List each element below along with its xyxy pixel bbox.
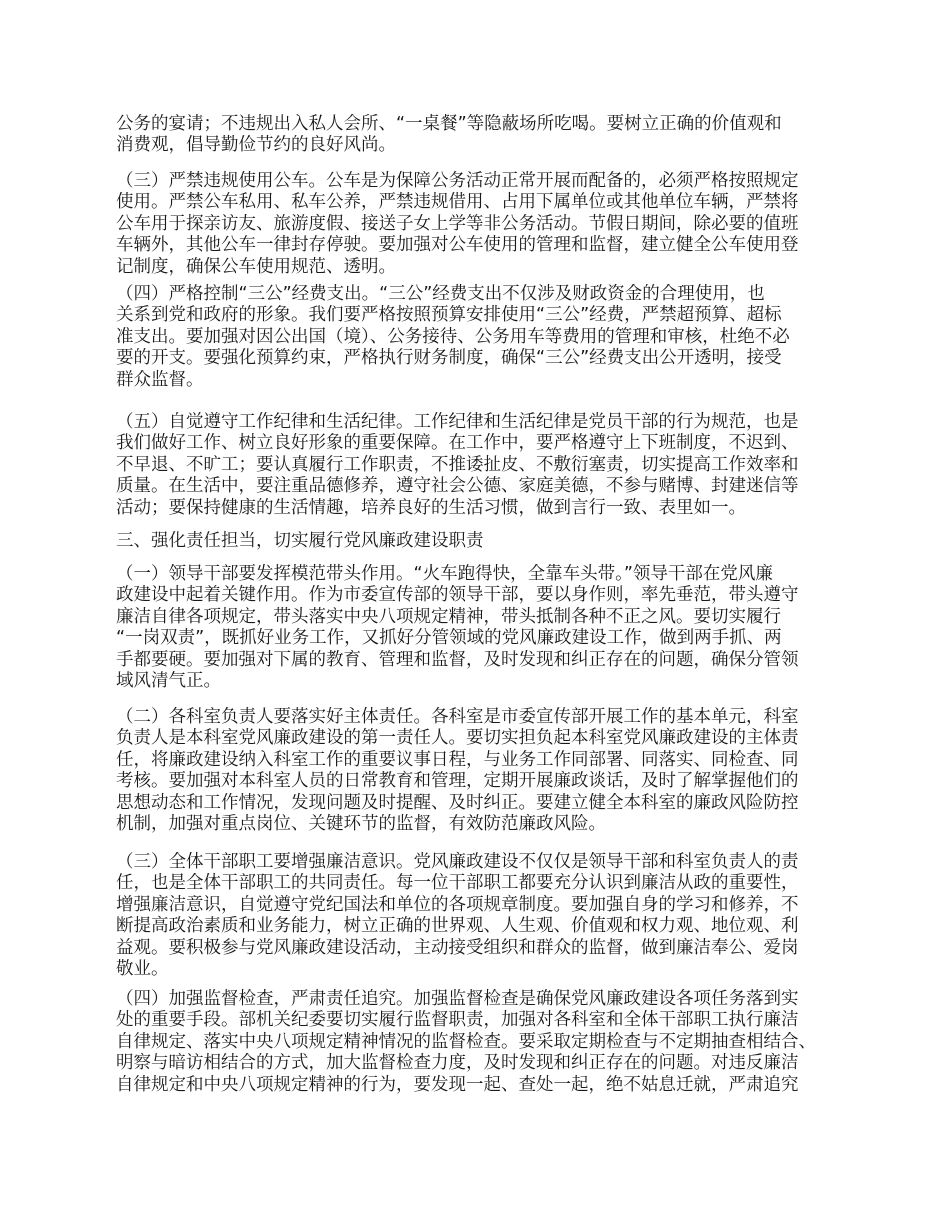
- text-line: （三）全体干部职工要增强廉洁意识。党风廉政建设不仅仅是领导干部和科室负责人的责: [116, 852, 799, 872]
- text-line: 明察与暗访相结合的方式，加大监督检查力度，及时发现和纠正存在的问题。对违反廉洁: [116, 1053, 799, 1074]
- paragraph-leaders-role: [116, 564, 846, 692]
- text-line: 机制，加强对重点岗位、关键环节的监督，有效防范廉政风险。: [116, 814, 606, 835]
- text-line: 处的重要手段。部机关纪委要切实履行监督职责，加强对各科室和全体干部职工执行廉洁: [116, 1010, 799, 1031]
- text-line: （一）领导干部要发挥模范带头作用。“火车跑得快，全靠车头带。”领导干部在党风廉: [116, 564, 773, 584]
- text-line: 关系到党和政府的形象。我们要严格按照预算安排使用“三公”经费，严禁超预算、超标: [116, 305, 782, 326]
- text-line: 活动；要保持健康的生活情趣，培养良好的生活习惯，做到言行一致、表里如一。: [116, 497, 746, 518]
- text-line: 公务的宴请；不违规出入私人会所、“一桌餐”等隐蔽场所吃喝。要树立正确的价值观和: [116, 114, 782, 134]
- paragraph-all-staff: [116, 852, 846, 980]
- text-line: 自律规定、落实中央八项规定精神情况的监督检查。要采取定期检查与不定期抽查相结合、: [116, 1031, 816, 1052]
- text-line: 记制度，确保公车使用规范、透明。: [116, 256, 396, 277]
- text-line: （四）加强监督检查，严肃责任追究。加强监督检查是确保党风廉政建设各项任务落到实: [116, 989, 799, 1009]
- text-line: 三、强化责任担当，切实履行党风廉政建设职责: [116, 531, 484, 551]
- text-line: 质量。在生活中，要注重品德修养，遵守社会公德、家庭美德，不参与赌博、封建迷信等: [116, 476, 799, 497]
- text-line: 使用。严禁公车私用、私车公养，严禁违规借用、占用下属单位或其他单位车辆，严禁将: [116, 192, 799, 213]
- text-line: 增强廉洁意识，自觉遵守党纪国法和单位的各项规章制度。要加强自身的学习和修养，不: [116, 894, 799, 915]
- text-line: 自律规定和中央八项规定精神的行为，要发现一起、查处一起，绝不姑息迁就，严肃追究: [116, 1074, 799, 1095]
- text-line: 消费观，倡导勤俭节约的良好风尚。: [116, 135, 396, 156]
- text-line: 群众监督。: [116, 369, 204, 390]
- text-line: 思想动态和工作情况，发现问题及时提醒、及时纠正。要建立健全本科室的廉政风险防控: [116, 792, 799, 813]
- text-line: “一岗双责”，既抓好业务工作，又抓好分管领域的党风廉政建设工作，做到两手抓、两: [116, 628, 782, 649]
- text-line: 不早退、不旷工；要认真履行工作职责，不推诿扯皮、不敷衍塞责，切实提高工作效率和: [116, 454, 799, 475]
- text-line: 断提高政治素质和业务能力，树立正确的世界观、人生观、价值观和权力观、地位观、利: [116, 916, 799, 937]
- text-line: 公车用于探亲访友、旅游度假、接送子女上学等非公务活动。节假日期间，除必要的值班: [116, 213, 799, 234]
- section-heading-three: [116, 531, 846, 552]
- text-line: 域风清气正。: [116, 671, 221, 692]
- text-line: 任，也是全体干部职工的共同责任。每一位干部职工都要充分认识到廉洁从政的重要性，: [116, 873, 799, 894]
- text-line: 准支出。要加强对因公出国（境）、公务接待、公务用车等费用的管理和审核，杜绝不必: [116, 326, 790, 347]
- text-line: 负责人是本科室党风廉政建设的第一责任人。要切实担负起本科室党风廉政建设的主体责: [116, 728, 799, 749]
- text-line: 益观。要积极参与党风廉政建设活动，主动接受组织和群众的监督，做到廉洁奉公、爱岗: [116, 937, 799, 958]
- text-line: 考核。要加强对本科室人员的日常教育和管理，定期开展廉政谈话，及时了解掌握他们的: [116, 771, 799, 792]
- text-line: （四）严格控制“三公”经费支出。“三公”经费支出不仅涉及财政资金的合理使用，也: [116, 284, 765, 304]
- paragraph-work-discipline: [116, 412, 846, 519]
- paragraph-three-public-expenses: [116, 284, 846, 391]
- text-line: （三）严禁违规使用公车。公车是为保障公务活动正常开展而配备的，必须严格按照规定: [116, 171, 799, 191]
- paragraph-intro-continued: [116, 114, 846, 157]
- text-line: 手都要硬。要加强对下属的教育、管理和监督，及时发现和纠正存在的问题，确保分管领: [116, 649, 799, 670]
- text-line: 要的开支。要强化预算约束，严格执行财务制度，确保“三公”经费支出公开透明，接受: [116, 348, 782, 369]
- text-line: （五）自觉遵守工作纪律和生活纪律。工作纪律和生活纪律是党员干部的行为规范，也是: [116, 412, 799, 432]
- paragraph-official-cars: [116, 171, 846, 278]
- text-line: （二）各科室负责人要落实好主体责任。各科室是市委宣传部开展工作的基本单元，科室: [116, 707, 799, 727]
- text-line: 车辆外，其他公车一律封存停驶。要加强对公车使用的管理和监督，建立健全公车使用登: [116, 235, 799, 256]
- text-line: 我们做好工作、树立良好形象的重要保障。在工作中，要严格遵守上下班制度，不迟到、: [116, 433, 799, 454]
- paragraph-department-heads: [116, 707, 846, 835]
- text-line: 政建设中起着关键作用。作为市委宣传部的领导干部，要以身作则，率先垂范，带头遵守: [116, 585, 799, 606]
- text-line: 廉洁自律各项规定，带头落实中央八项规定精神，带头抵制各种不正之风。要切实履行: [116, 606, 781, 627]
- paragraph-supervision: [116, 989, 846, 1096]
- text-line: 敬业。: [116, 959, 169, 980]
- text-line: 任，将廉政建设纳入科室工作的重要议事日程，与业务工作同部署、同落实、同检查、同: [116, 749, 799, 770]
